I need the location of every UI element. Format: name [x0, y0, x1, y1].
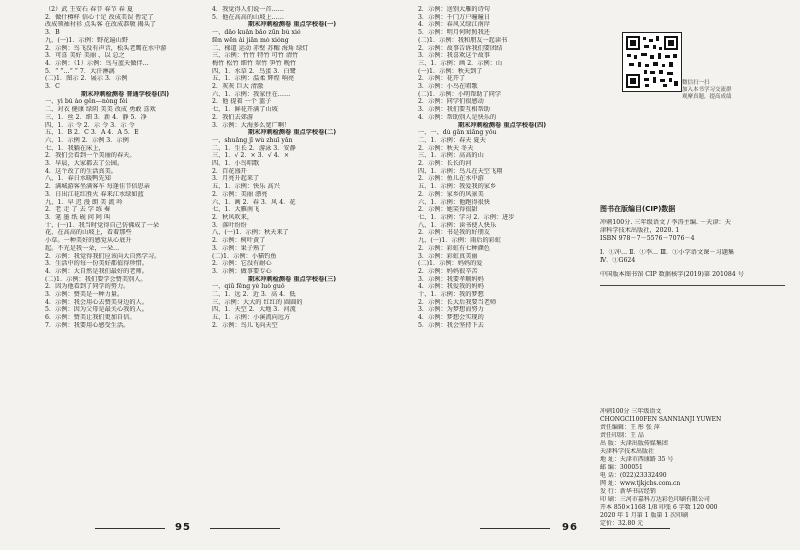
answer-line: 改成领袖衬衫 点头客 在改成恭敬 揭头了 [45, 21, 157, 29]
answer-line: 3．示例：为梦想而努力 [418, 306, 484, 314]
footer-rule [210, 528, 280, 529]
imprint-line: 责任印制：王 品 [600, 432, 644, 439]
imprint-line: 天津科学技术出版社 [600, 448, 655, 455]
answer-line: 一、dǎo kuǎn bǎo zūn bù xié [212, 29, 301, 37]
answer-line: 2．示例：树叶黄了 [212, 237, 266, 245]
answer-line: 梅竹 松竹 细竹 翠竹 笋竹 晚竹 [212, 59, 297, 67]
answer-line: 期末冲刺检测卷 重点学校卷(三) [247, 275, 337, 283]
imprint-line: CHONGCI100FEN SANNIANJI YUWEN [600, 416, 722, 423]
answer-line: 三、1．√ 2．× 3．√ 4．× [212, 152, 290, 160]
answer-line: 五、1．示例：小溪流向远方 [212, 314, 291, 322]
cip-data-block [600, 205, 785, 292]
imprint-line: 地 址：天津市西康路 35 号 [600, 456, 674, 463]
answer-line: 3．示例：我们要互相帮助 [418, 106, 490, 114]
answer-line: 4．示例：我会用心去赞美身边的人。 [45, 298, 148, 306]
answer-line: 花，在高高的山坡上，看着那些 [45, 229, 132, 237]
answer-line: 2．灰灰 巨大 清澈 [212, 83, 264, 91]
answer-line: fēn wēn ài jiān mò xióng [212, 36, 289, 44]
answer-column-1 [45, 6, 205, 506]
answer-column-3 [418, 6, 586, 506]
imprint-line: 出 版：天津出版传媒集团 [600, 440, 668, 447]
answer-line: 六、1．示例 2．示例 3．示例 [45, 136, 129, 144]
answer-line: 2．百花盛开 [212, 167, 247, 175]
answer-line: 4．示例：我爱我的妈妈 [418, 283, 484, 291]
answer-line: 3．示例：我要孝顺妈妈 [418, 275, 484, 283]
answer-line: 2．示例：书是我的好朋友 [418, 229, 490, 237]
imprint-line: 开本 850×1168 1/8 印张 6 字数 120 000 [600, 504, 718, 511]
answer-line: 4．示例：帮助别人是快乐的 [418, 113, 497, 121]
qr-caption-line: 观摩真题，提高成绩 [682, 94, 732, 100]
qr-caption [682, 80, 732, 101]
answer-line: 二、1．示例：春天 夏天 [418, 136, 486, 144]
qr-caption-line: 微信扫一扫 [682, 80, 710, 86]
page-number-right: 96 [562, 522, 578, 533]
answer-line: 四、1．水草 2．鸟蛋 3．白鹭 [212, 67, 296, 75]
qr-code [622, 32, 682, 92]
answer-line: 三、1．丝 2．细 3．新 4．静 5．净 [45, 113, 147, 121]
answer-line: 4．我觉得人们说一首…… [212, 6, 284, 13]
answer-line: 2．因为他看到了同学的努力。 [45, 283, 130, 291]
answer-line: 十、(一)1．我当时觉得自己仿佛成了一朵 [45, 221, 159, 229]
imprint-line: 责任编辑：王 彤 张 萍 [600, 424, 660, 431]
answer-line: 3．B [45, 29, 60, 37]
answer-line: 2．老 走 了 去 学 练 奏 [45, 206, 111, 214]
imprint-line: 冲刺100分 三年级语文 [600, 408, 662, 415]
answer-line: (二)1．示例：妈妈的爱 [418, 260, 483, 268]
answer-line: 期末冲刺检测卷 重点学校卷(一) [247, 21, 337, 29]
answer-line: 起。不光是我一朵，一朵… [45, 244, 120, 252]
cip-line: Ⅰ．①冲… Ⅱ．①李… Ⅲ．①小学语文课－习题集 [600, 249, 735, 256]
answer-line: 3．示例：赞美是一种力量。 [45, 291, 124, 299]
answer-line: 二、梯道 运动 赤壁 苏醒 海角 绿灯 [212, 44, 309, 52]
footer-rule [480, 528, 550, 529]
answer-line: 2．示例：花开了 [418, 75, 466, 83]
answer-line: 九、1．早 迟 漫 朗 美 流 吟 [45, 198, 123, 206]
answer-line: 七、1．示例：学习 2．示例：进步 [418, 213, 515, 221]
answer-line: 三、示例：竹竹 特竹 可竹 清竹 [212, 52, 299, 60]
answer-line: 3．月亮升起来了 [212, 175, 260, 183]
imprint-line: 发 行：新华书店经销 [600, 488, 656, 495]
answer-line: (二)1．示例：小猫钓鱼 [212, 252, 277, 260]
answer-column-2 [212, 6, 372, 506]
answer-line: 3．示例：果子熟了 [212, 244, 266, 252]
answer-line: 6．示例：赞美让我们更加自信。 [45, 314, 136, 322]
answer-line: 2．我们会看到一个美丽的春天。 [45, 152, 136, 160]
answer-line: 2．他 提着 一个 篮子 [212, 98, 272, 106]
answer-line: 一、qiū fēng yè luò guǒ [212, 283, 285, 291]
answer-line: 九、(一)1．示例：野花遍山野 [45, 36, 129, 44]
answer-line: 二、对衣 健康 绿阴 美美 改成 勇敢 喜欢 [45, 106, 156, 114]
answer-line: 3．笔 墨 纸 砚 问 阿 叫 [45, 213, 111, 221]
cip-line: 冲刺100分. 三年级语文 / 李涛主编. －天津：天 [600, 219, 731, 226]
qr-code-icon [623, 33, 681, 91]
answer-line: 2．示例：同学们很感动 [418, 98, 484, 106]
answer-line: 3．示例：千门万户曈曈日 [418, 13, 490, 21]
answer-line: 2．示例：送别大雁的诗句 [418, 6, 490, 13]
answer-line: 5．“ ”…“ ” 7．大汗淋漓 [45, 67, 115, 75]
answer-line: 期末冲刺检测卷 重点学校卷(二) [247, 129, 337, 137]
answer-line: 六、1．示例：他跑得很快 [418, 198, 490, 206]
answer-line: 五、1．示例：快乐 高兴 [212, 183, 280, 191]
answer-line: 二、1．远 2．近 3．高 4．低 [212, 291, 296, 299]
answer-line: 5．示例：因为父母是最关心我的人。 [45, 306, 148, 314]
answer-line: (二)1．示例：小明帮助了同学 [418, 90, 502, 98]
answer-line: 2．示例：秋天 冬天 [418, 144, 474, 152]
answer-line: 2．示例：长长的河 [418, 160, 472, 168]
answer-line: (二)1．示例：我们要学会赞美别人。 [45, 275, 147, 283]
answer-line: 5．示例：我会坚持下去 [418, 321, 484, 329]
cip-line: 中国版本图书馆 CIP 数据核字(2019)第 201084 号 [600, 271, 744, 278]
answer-line: 五、1．示例：温柔 辉煌 响亮 [212, 75, 295, 83]
answer-line: 2．示例：长大后我要当老师 [418, 298, 497, 306]
answer-line: 十、1．示例：我的梦想 [418, 291, 484, 299]
answer-line: 一、yì bǔ ào gěn—nòng fèi [45, 98, 128, 106]
answer-line: 期末冲刺检测卷 普通学校卷(四) [80, 90, 170, 98]
answer-line: 期末冲刺检测卷 重点学校卷(四) [457, 121, 547, 129]
answer-line: 五、1．B 2．C 3．A 4．A 5．E [45, 129, 139, 137]
imprint-line: 印 刷：三河市嘉科万达彩色印刷有限公司 [600, 496, 710, 503]
answer-line: 5．示例：明月何时照我还 [418, 29, 490, 37]
answer-line: 2．示例：鸟飞没有声音，松头老鹰在水中游 [45, 44, 167, 52]
footer-rule [95, 528, 165, 529]
answer-line: 2．示例：它没有耐心 [212, 260, 272, 268]
answer-line: 2．示例：她笑得很甜 [418, 206, 478, 214]
answer-line: 3．早晨，大家都去了公园。 [45, 160, 124, 168]
answer-line: 3．示例：我喜欢这个故事 [418, 52, 490, 60]
answer-line: 四、1．示 令 2．示 令 3．示 令 [45, 121, 135, 129]
cip-divider [600, 285, 785, 286]
cip-lines [600, 219, 785, 279]
answer-line: 八、1．春日水暖鸭先知 [45, 175, 111, 183]
answer-line: 六、1．画 2．春 3．风 4．花 [212, 198, 296, 206]
answer-line: 3．日出江花红胜火 春来江水绿如蓝 [45, 190, 144, 198]
footer-rule [600, 528, 670, 529]
answer-line: (二)1．图示 2．展示 3．示例 [45, 75, 128, 83]
answer-line: 2．示例：妈妈很辛苦 [418, 267, 478, 275]
answer-line: 2．示例：鱼儿在水中游 [418, 175, 484, 183]
answer-line: 2．示例：我觉得我们应该向大自然学习。 [45, 252, 161, 260]
answer-line: 四、1．天空 2．大地 3．河流 [212, 306, 296, 314]
imprint-line: 邮 编：300051 [600, 464, 643, 471]
answer-line: 2．示例：彩虹有七种颜色 [418, 244, 490, 252]
answer-line: 三、1．示例：画 2．示例：山 [418, 59, 503, 67]
answer-line: 小草。一种美好的感觉从心底升 [45, 237, 132, 245]
answer-line: 八、(一)1．示例：秋天来了 [212, 229, 289, 237]
answer-line: 四、1．小鸟唱歌 [212, 160, 260, 168]
answer-line: 七、1．大雁南飞 [212, 206, 260, 214]
imprint-line: 电 话：(022)23332490 [600, 472, 667, 479]
answer-line: 七、1．我躺在床上， [45, 144, 105, 152]
answer-line: 3．可喜 美好 美丽 ，以 总之 [45, 52, 125, 60]
answer-line: 九、(一)1．示例：雨后的彩虹 [418, 237, 502, 245]
answer-line: 七、1．鲜花开满了山坡 [212, 106, 278, 114]
answer-line: 2．我们去郊游 [212, 113, 254, 121]
answer-line: (一)1．示例：秋天到了 [418, 67, 483, 75]
page-number-left: 95 [175, 522, 191, 533]
answer-line: 5．他在高高的山坡上…… [212, 13, 284, 21]
answer-line: 3．生活中的每一份美好都值得珍惜。 [45, 260, 148, 268]
answer-line: （2）武 王安石 春节 春节 春 夏 [45, 6, 134, 13]
answer-line: 八、1．示例：读书使人快乐 [418, 221, 497, 229]
qr-caption-line: 加入本书学习交流群 [682, 87, 732, 93]
answer-line: 3．C [45, 83, 60, 91]
answer-line: 五、1．示例：我爱我的家乡 [418, 183, 497, 191]
answer-line: 六、1．示例：我家住在…… [212, 90, 291, 98]
answer-line: 2．满城游客坐满客车 每逢佳节倍思亲 [45, 183, 150, 191]
answer-line: 三、1．示例：高高的山 [418, 152, 484, 160]
imprint-line: 定价：32.80 元 [600, 520, 644, 527]
answer-line: 4．示例：春风又绿江南岸 [418, 21, 490, 29]
answer-line: 4．这个改了的生活真美。 [45, 167, 117, 175]
answer-line: 3．落叶纷纷 [212, 221, 247, 229]
answer-line: 2．示例：故事告诉我们要团结 [418, 44, 503, 52]
answer-line: 3．示例：大海多么宽广啊！ [212, 121, 291, 129]
imprint-line: 网 址：www.tjkjcbs.com.cn [600, 480, 681, 487]
imprint-line: 2020 年 1 月第 1 版第 1 次印刷 [600, 512, 689, 519]
imprint-block [600, 408, 785, 528]
answer-line: 三、示例：大大的 红红的 圆圆的 [212, 298, 303, 306]
answer-line: 4．示例：（1）示例：鸟与蓝天做伴… [45, 59, 149, 67]
answer-line: 3．示例：做事要专心 [212, 267, 272, 275]
answer-line: 四、1．示例：鸟儿在天空飞翔 [418, 167, 503, 175]
cip-line: Ⅳ．①G624 [600, 257, 636, 264]
answer-line: 一、一、dù gān xiāng yǒu [418, 129, 497, 137]
answer-line: 4．示例：大自然是我们最好的老师。 [45, 267, 148, 275]
answer-line: 2．示例：鸟儿飞向天空 [212, 321, 278, 329]
answer-line: 2．做什樽样 信心十足 改成美误 暂定了 [45, 13, 154, 21]
answer-line: 3．示例：彩虹真美丽 [418, 252, 478, 260]
answer-line: 7．示例：我要用心感受生活。 [45, 321, 130, 329]
cip-line: 津科学技术出版社，2020. 1 [600, 227, 680, 234]
answer-line: 2．示例：家乡的风景美 [418, 190, 484, 198]
answer-line: 3．示例：小鸟在唱歌 [418, 83, 478, 91]
answer-line: (二)1．示例：我和朋友一起读书 [418, 36, 508, 44]
answer-line: 4．示例：梦想会实现的 [418, 314, 484, 322]
answer-line: 2．秋风吹来， [212, 213, 254, 221]
answer-line: 二、1．生长 2．游泳 3．安静 [212, 144, 296, 152]
answer-line: 2．示例：美丽 漂亮 [212, 190, 268, 198]
answer-line: 一、shuāng jī wù zhuī yǎn [212, 136, 293, 144]
cip-title: 图书在版编目(CIP)数据 [600, 205, 676, 213]
cip-line: ISBN 978－7－5576－7076－4 [600, 235, 695, 242]
